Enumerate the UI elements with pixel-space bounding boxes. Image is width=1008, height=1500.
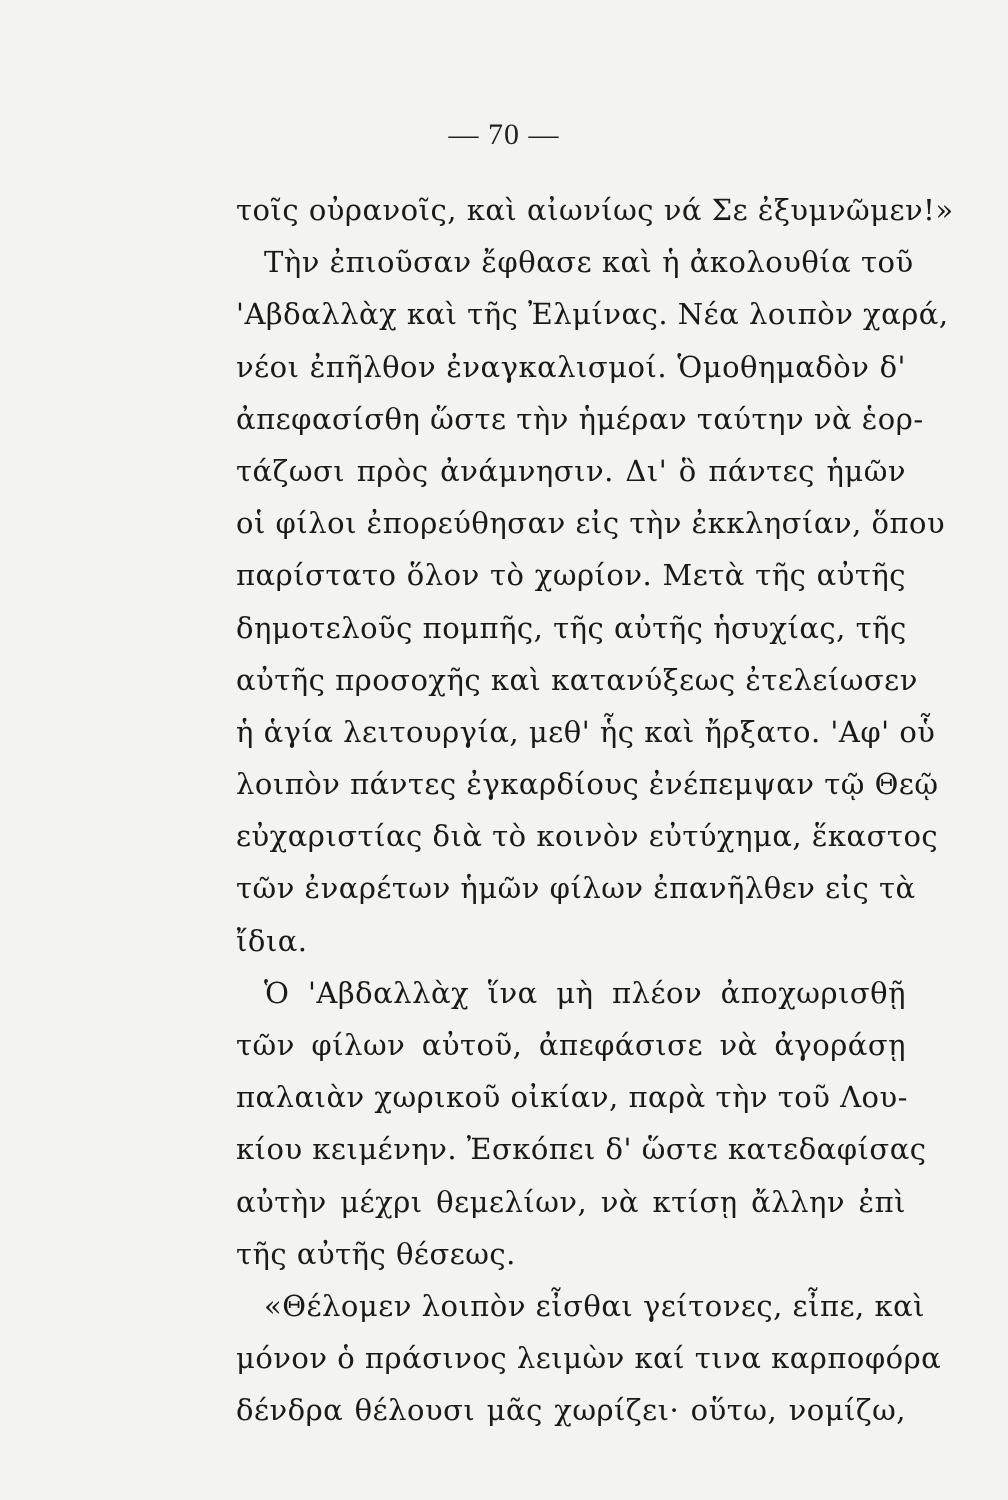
text-line: οἱ φίλοι ἐπορεύθησαν εἰς τὴν ἐκκλησίαν, ὅπου — [236, 506, 946, 541]
text-line: παλαιὰν χωρικοῦ οἰκίαν, παρὰ τὴν τοῦ Λου- — [236, 1080, 908, 1115]
text-line: ἴδια. — [236, 923, 308, 958]
text-line: ἀπεφασίσθη ὥστε τὴν ἡμέραν ταύτην νὰ ἑορ- — [236, 401, 924, 436]
text-line: τῶν ἐναρέτων ἡμῶν φίλων ἐπανῆλθεν εἰς τὰ — [236, 871, 916, 906]
text-line: λοιπὸν πάντες ἐγκαρδίους ἐνέπεμψαν τῷ Θεῷ — [236, 767, 939, 802]
text-line: παρίστατο ὅλον τὸ χωρίον. Μετὰ τῆς αὐτῆς — [236, 558, 906, 593]
text-line: μόνον ὁ πράσινος λειμὼν καί τινα καρποφόρα — [236, 1341, 942, 1376]
text-line: αὐτῆς προσοχῆς καὶ κατανύξεως ἐτελείωσεν — [236, 662, 918, 697]
text-line: τάζωσι πρὸς ἀνάμνησιν. Δι' ὃ πάντες ἡμῶν — [236, 453, 906, 488]
text-line: δένδρα θέλουσι μᾶς χωρίζει· οὕτω, νομίζω, — [236, 1393, 906, 1428]
text-line: νέοι ἐπῆλθον ἐναγκαλισμοί. Ὁμοθημαδὸν δ' — [236, 349, 906, 384]
text-line: Τὴν ἐπιοῦσαν ἔφθασε καὶ ἡ ἀκολουθία τοῦ — [264, 245, 914, 280]
text-line: κίου κειμένην. Ἐσκόπει δ' ὥστε κατεδαφίσας — [236, 1132, 927, 1167]
text-line: «Θέλομεν λοιπὸν εἶσθαι γείτονες, εἶπε, καὶ — [264, 1288, 926, 1323]
text-line: αὐτὴν μέχρι θεμελίων, νὰ κτίσῃ ἄλλην ἐπὶ — [236, 1184, 906, 1219]
text-line: ἡ ἁγία λειτουργία, μεθ' ἧς καὶ ἤρξατο. 'Αφ' οὗ — [236, 714, 936, 749]
text-line: τῆς αὐτῆς θέσεως. — [236, 1236, 516, 1271]
page-number: — 70 — — [448, 118, 560, 151]
text-line: δημοτελοῦς πομπῆς, τῆς αὐτῆς ἡσυχίας, τῆς — [236, 610, 907, 645]
text-line: τοῖς οὐρανοῖς, καὶ αἰωνίως νά Σε ἐξυμνῶμεν!» — [236, 193, 954, 227]
text-line: Ὁ 'Αβδαλλὰχ ἵνα μὴ πλέον ἀποχωρισθῇ — [264, 975, 906, 1010]
text-line: τῶν φίλων αὐτοῦ, ἀπεφάσισε νὰ ἀγοράσῃ — [236, 1028, 906, 1062]
text-line: εὐχαριστίας διὰ τὸ κοινὸν εὐτύχημα, ἕκαστος — [236, 819, 939, 854]
text-line: 'Αβδαλλὰχ καὶ τῆς Ἐλμίνας. Νέα λοιπὸν χαρά, — [236, 297, 949, 332]
body-text — [236, 184, 954, 1437]
